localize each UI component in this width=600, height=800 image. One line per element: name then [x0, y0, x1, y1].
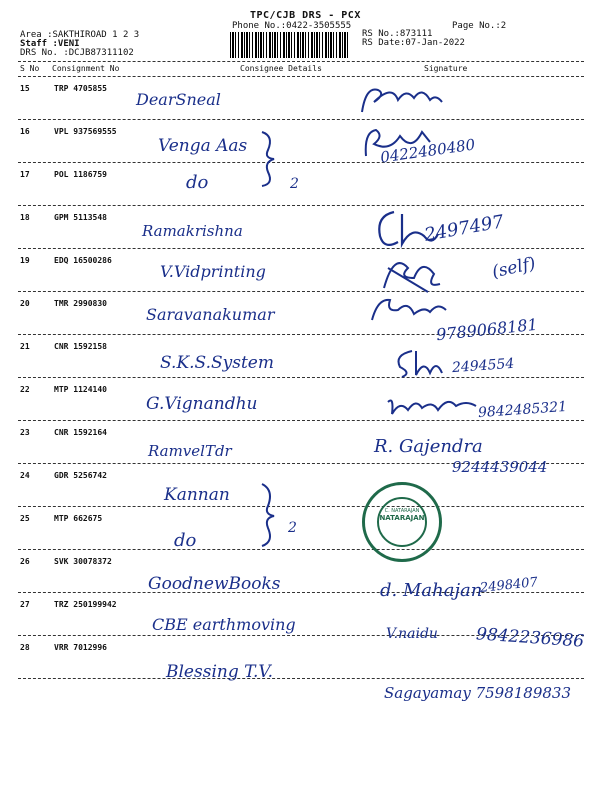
- signature-scribble: [356, 82, 446, 118]
- handwritten-mark: 2: [290, 176, 299, 192]
- row-consignment-no: SVK 30078372: [54, 557, 112, 566]
- row-sno: 17: [20, 170, 30, 179]
- header-rule-top: [18, 61, 584, 62]
- office-stamp: [362, 482, 442, 562]
- row-divider: [18, 162, 584, 163]
- row-divider: [18, 549, 584, 550]
- handwritten-name: Kannan: [164, 485, 230, 505]
- signature-scribble: [388, 345, 444, 379]
- row-consignment-no: GPM 5113548: [54, 213, 107, 222]
- row-consignment-no: VRR 7012996: [54, 643, 107, 652]
- col-sno: S No: [20, 64, 40, 73]
- handwritten-signature: Sagayamay 7598189833: [384, 684, 572, 702]
- handwritten-name: do: [186, 172, 209, 193]
- row-sno: 22: [20, 385, 30, 394]
- document-title: TPC/CJB DRS - PCX: [250, 10, 361, 21]
- row-divider: [18, 248, 584, 249]
- brace-mark: [256, 480, 286, 550]
- stamp-inner-ring: [377, 497, 427, 547]
- signature-scribble: [382, 392, 482, 422]
- handwritten-phone: 9842236986: [475, 624, 585, 652]
- col-consignment: Consignment No: [52, 64, 120, 73]
- handwritten-phone: 2498407: [479, 575, 539, 596]
- row-divider: [18, 377, 584, 378]
- handwritten-name: V.Vidprinting: [160, 262, 266, 281]
- signature-scribble: [378, 248, 448, 298]
- row-sno: 24: [20, 471, 30, 480]
- handwritten-mark: 2: [288, 520, 297, 536]
- row-consignment-no: TRZ 250199942: [54, 600, 117, 609]
- handwritten-name: G.Vignandhu: [146, 394, 258, 414]
- header-rule-bottom: [18, 76, 584, 77]
- row-consignment-no: MTP 662675: [54, 514, 103, 523]
- handwritten-name: GoodnewBooks: [148, 574, 281, 594]
- row-divider: [18, 506, 584, 507]
- handwritten-self: (self): [490, 253, 538, 283]
- signature-scribble: [364, 292, 454, 328]
- row-divider: [18, 678, 584, 679]
- row-divider: [18, 205, 584, 206]
- col-signature: Signature: [424, 64, 468, 73]
- row-sno: 28: [20, 643, 30, 652]
- row-sno: 27: [20, 600, 30, 609]
- row-consignment-no: CNR 1592158: [54, 342, 107, 351]
- row-consignment-no: MTP 1124140: [54, 385, 107, 394]
- page-number: Page No.:2: [452, 21, 507, 31]
- row-consignment-no: POL 1186759: [54, 170, 107, 179]
- row-sno: 20: [20, 299, 30, 308]
- brace-mark: [256, 128, 286, 190]
- handwritten-name: do: [174, 530, 197, 551]
- drs-number: DRS No. :DCJB87311102: [20, 48, 134, 58]
- row-consignment-no: EDQ 16500286: [54, 256, 112, 265]
- barcode: [230, 32, 348, 58]
- row-divider: [18, 119, 584, 120]
- handwritten-name: RamvelTdr: [148, 442, 232, 460]
- staff-field: Staff :VENI: [20, 39, 80, 49]
- row-sno: 26: [20, 557, 30, 566]
- handwritten-name: S.K.S.System: [160, 353, 274, 373]
- row-sno: 23: [20, 428, 30, 437]
- handwritten-name: Ramakrishna: [142, 222, 243, 240]
- row-consignment-no: VPL 937569555: [54, 127, 117, 136]
- stamp-subtext: C. NATARAJAN: [384, 508, 420, 514]
- row-consignment-no: TRP 4705855: [54, 84, 107, 93]
- handwritten-phone: 9789068181: [435, 314, 539, 345]
- row-consignment-no: GDR 5256742: [54, 471, 107, 480]
- handwritten-name: Saravanakumar: [146, 305, 275, 324]
- phone-number: Phone No.:0422-3505555: [232, 21, 352, 31]
- handwritten-name: Venga Aas: [158, 136, 248, 156]
- handwritten-phone: 0422480480: [379, 135, 477, 167]
- handwritten-name: Blessing T.V.: [166, 662, 274, 682]
- handwritten-name: DearSneal: [136, 90, 221, 109]
- handwritten-signature: R. Gajendra: [374, 436, 483, 457]
- row-sno: 25: [20, 514, 30, 523]
- rs-number: RS No.:873111: [362, 29, 433, 39]
- handwritten-phone: 9244439044: [452, 458, 548, 476]
- row-sno: 19: [20, 256, 30, 265]
- row-consignment-no: TMR 2990830: [54, 299, 107, 308]
- row-divider: [18, 420, 584, 421]
- stamp-text: NATARAJAN: [379, 514, 425, 522]
- handwritten-signature: V.naidu: [386, 626, 438, 642]
- rs-date: RS Date:07-Jan-2022: [362, 38, 465, 48]
- handwritten-phone: 2497497: [422, 211, 506, 246]
- row-sno: 21: [20, 342, 30, 351]
- handwritten-phone: 9842485321: [477, 398, 568, 422]
- handwritten-phone: 2494554: [451, 355, 515, 377]
- row-sno: 18: [20, 213, 30, 222]
- handwritten-name: CBE earthmoving: [152, 615, 296, 634]
- row-sno: 16: [20, 127, 30, 136]
- row-divider: [18, 291, 584, 292]
- row-consignment-no: CNR 1592164: [54, 428, 107, 437]
- col-consignee: Consignee Details: [240, 64, 322, 73]
- handwritten-signature: d. Mahajan: [380, 580, 483, 601]
- area-field: Area :SAKTHIROAD 1 2 3: [20, 30, 140, 40]
- row-sno: 15: [20, 84, 30, 93]
